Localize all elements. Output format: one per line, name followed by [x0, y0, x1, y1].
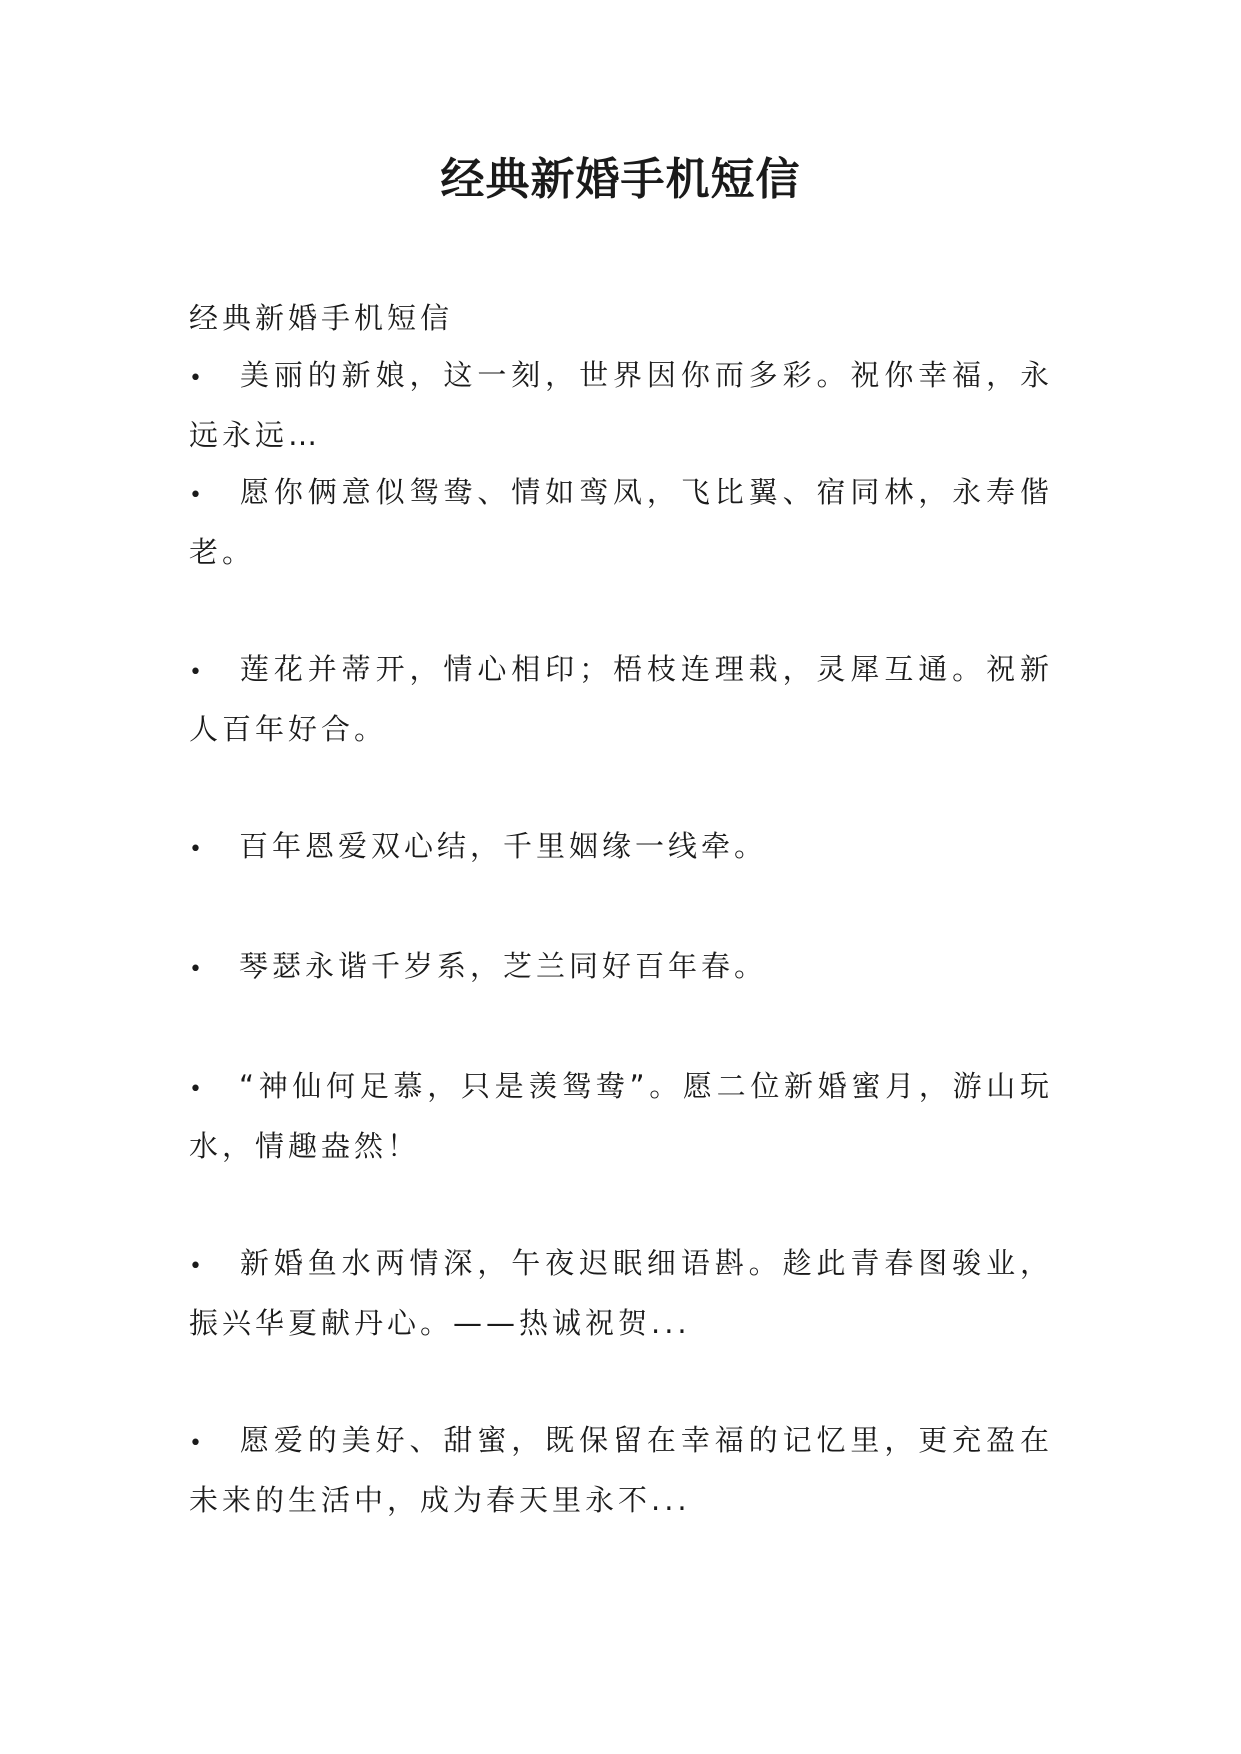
list-item — [189, 1235, 1053, 1352]
bullet-icon: • — [189, 837, 206, 862]
list-item — [189, 464, 1053, 581]
list-item-text: 新婚鱼水两情深，午夜迟眠细语斟。趁此青春图骏业，振兴华夏献丹心。——热诚祝贺... — [189, 1246, 1053, 1340]
page-title: 经典新婚手机短信 — [440, 154, 801, 205]
document-body — [189, 290, 1053, 1529]
bullet-icon: • — [189, 660, 206, 685]
bullet-icon: • — [189, 1254, 206, 1279]
bullet-icon: • — [189, 1077, 206, 1102]
list-item-text: 愿爱的美好、甜蜜，既保留在幸福的记忆里，更充盈在未来的生活中，成为春天里永不... — [189, 1423, 1053, 1517]
bullet-icon: • — [189, 483, 206, 508]
bullet-icon: • — [189, 1431, 206, 1456]
list-item-text: 美丽的新娘，这一刻，世界因你而多彩。祝你幸福，永远永远… — [189, 358, 1053, 452]
list-item — [189, 818, 1053, 878]
list-item — [189, 641, 1053, 758]
list-item — [189, 347, 1053, 464]
list-item — [189, 938, 1053, 998]
list-item — [189, 1058, 1053, 1175]
document-subtitle: 经典新婚手机短信 — [189, 301, 454, 335]
list-item-text: “神仙何足慕，只是羡鸳鸯”。愿二位新婚蜜月，游山玩水，情趣盎然！ — [189, 1069, 1053, 1163]
list-item-text: 琴瑟永谐千岁系，芝兰同好百年春。 — [239, 949, 768, 983]
list-item-text: 莲花并蒂开，情心相印；梧枝连理栽，灵犀互通。祝新人百年好合。 — [189, 652, 1053, 746]
list-item — [189, 1412, 1053, 1529]
list-item-text: 愿你俩意似鸳鸯、情如鸾凤，飞比翼、宿同林，永寿偕老。 — [189, 475, 1053, 569]
list-item-text: 百年恩爱双心结，千里姻缘一线牵。 — [239, 829, 768, 863]
bullet-icon: • — [189, 366, 206, 391]
bullet-icon: • — [189, 957, 206, 982]
